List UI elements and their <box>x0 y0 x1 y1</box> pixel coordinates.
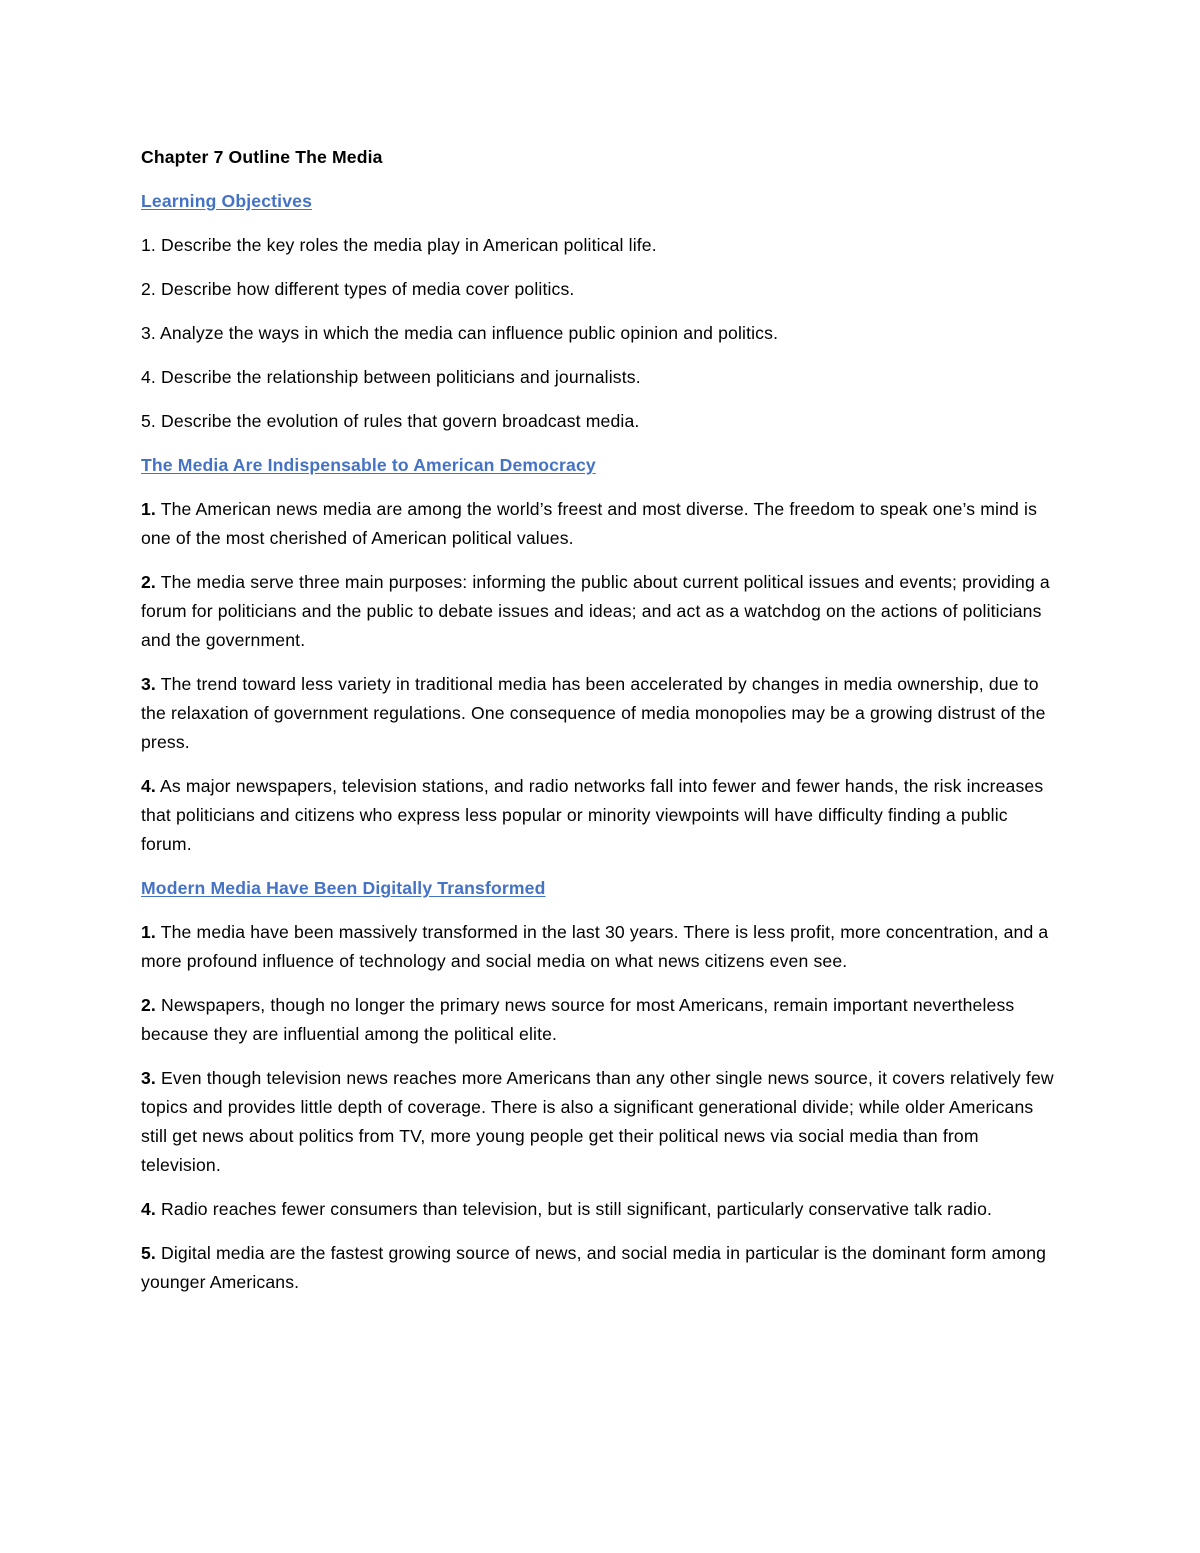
objective-item <box>141 363 1061 392</box>
objective-item <box>141 275 1061 304</box>
item-number: 2. <box>141 995 156 1015</box>
section-heading-digitally-transformed[interactable]: Modern Media Have Been Digitally Transformed <box>141 878 546 898</box>
item-text: As major newspapers, television stations, and radio networks fall into fewer and fewer hands, the risk increases that politicians and citizens who express less popular or minority viewpoints will have difficulty finding a public forum. <box>141 776 1044 854</box>
item-text: Newspapers, though no longer the primary news source for most Americans, remain important nevertheless because they are influential among the political elite. <box>141 995 1015 1044</box>
outline-point <box>141 1239 1061 1297</box>
item-text: Describe the evolution of rules that govern broadcast media. <box>155 411 640 431</box>
item-number: 5. <box>141 411 156 431</box>
item-number: 2. <box>141 279 156 299</box>
section-learning-objectives <box>141 187 1061 436</box>
objective-item <box>141 231 1061 260</box>
item-number: 3. <box>141 1068 156 1088</box>
section-media-indispensable <box>141 451 1061 859</box>
outline-point <box>141 918 1061 976</box>
item-number: 3. <box>141 323 156 343</box>
item-number: 1. <box>141 922 156 942</box>
item-number: 2. <box>141 572 156 592</box>
document-page <box>141 143 1061 1312</box>
section-heading-learning-objectives[interactable]: Learning Objectives <box>141 191 313 211</box>
item-number: 5. <box>141 1243 156 1263</box>
outline-point <box>141 1195 1061 1224</box>
outline-point <box>141 991 1061 1049</box>
section-heading-media-indispensable[interactable]: The Media Are Indispensable to American Democracy <box>141 455 596 475</box>
item-number: 4. <box>141 367 156 387</box>
item-number: 1. <box>141 235 156 255</box>
item-text: Describe how different types of media cover politics. <box>155 279 575 299</box>
objective-item <box>141 407 1061 436</box>
item-number: 4. <box>141 1199 156 1219</box>
item-text: Describe the key roles the media play in American political life. <box>155 235 657 255</box>
outline-point <box>141 772 1061 859</box>
section-digitally-transformed <box>141 874 1061 1297</box>
outline-point <box>141 670 1061 757</box>
item-text: Digital media are the fastest growing source of news, and social media in particular is the dominant form among younger Americans. <box>141 1243 1047 1292</box>
item-text: Radio reaches fewer consumers than television, but is still significant, particularly conservative talk radio. <box>155 1199 993 1219</box>
outline-point <box>141 495 1061 553</box>
item-text: The trend toward less variety in traditional media has been accelerated by changes in media ownership, due to the relaxation of government regulations. One consequence of media monopolies may be a growing distrust of the press. <box>141 674 1046 752</box>
item-text: Even though television news reaches more Americans than any other single news source, it covers relatively few topics and provides little depth of coverage. There is also a significant generational divide; while older Americans still get news about politics from TV, more young people get their political news via social media than from television. <box>141 1068 1054 1175</box>
outline-point <box>141 1064 1061 1180</box>
document-title: Chapter 7 Outline The Media <box>141 147 383 167</box>
item-text: The media have been massively transformed in the last 30 years. There is less profit, more concentration, and a more profound influence of technology and social media on what news citizens even see. <box>141 922 1049 971</box>
outline-point <box>141 568 1061 655</box>
item-number: 4. <box>141 776 156 796</box>
item-number: 1. <box>141 499 156 519</box>
item-text: The media serve three main purposes: informing the public about current political issues and events; providing a forum for politicians and the public to debate issues and ideas; and act as a watchdog on the actions of politicians and the government. <box>141 572 1050 650</box>
item-number: 3. <box>141 674 156 694</box>
objective-item <box>141 319 1061 348</box>
item-text: The American news media are among the world’s freest and most diverse. The freedom to speak one’s mind is one of the most cherished of American political values. <box>141 499 1038 548</box>
item-text: Analyze the ways in which the media can influence public opinion and politics. <box>155 323 779 343</box>
item-text: Describe the relationship between politicians and journalists. <box>155 367 641 387</box>
